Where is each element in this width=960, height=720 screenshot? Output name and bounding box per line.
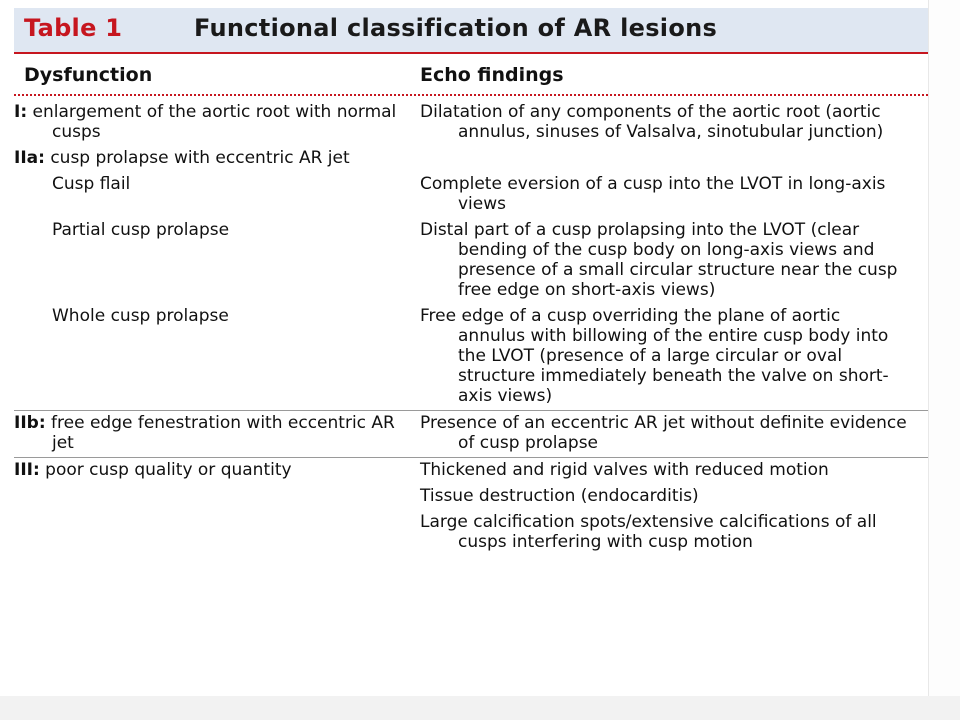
dysfunction-cell [14, 100, 420, 146]
header-rule [14, 94, 928, 96]
table-label: Table 1 [24, 14, 123, 42]
row-code: III: [14, 460, 40, 480]
column-header-echo: Echo findings [420, 64, 564, 86]
echo-cell: Complete eversion of a cusp into the LVOT in long-axis views [420, 174, 886, 214]
dysfunction-text: cusp prolapse with eccentric AR jet [44, 148, 350, 168]
dysfunction-cell: Whole cusp prolapse [52, 306, 229, 326]
dysfunction-cell: Cusp flail [52, 174, 131, 194]
echo-cell [420, 146, 918, 172]
right-margin-band [928, 0, 960, 720]
table-body [14, 100, 928, 556]
table-row [14, 410, 928, 457]
table-title: Functional classification of AR lesions [194, 14, 718, 42]
table-card [14, 8, 928, 696]
table-row [14, 172, 928, 218]
table-row [14, 100, 928, 146]
table-row [14, 304, 928, 410]
table-row [14, 484, 928, 510]
row-code: IIa: [14, 148, 45, 168]
dysfunction-cell [14, 510, 420, 556]
dysfunction-cell [14, 146, 420, 172]
dysfunction-cell [14, 411, 420, 457]
table-row [14, 218, 928, 304]
table-row [14, 510, 928, 556]
echo-cell: Thickened and rigid valves with reduced motion [420, 460, 829, 480]
echo-cell: Large calcification spots/extensive calcifications of all cusps interfering with cusp motion [420, 512, 877, 552]
dysfunction-cell [14, 458, 420, 484]
dysfunction-text: enlargement of the aortic root with normal cusps [27, 102, 397, 142]
echo-cell: Dilatation of any components of the aortic root (aortic annulus, sinuses of Valsalva, sinotubular junction) [420, 102, 884, 142]
echo-cell: Distal part of a cusp prolapsing into the LVOT (clear bending of the cusp body on long-axis views and presence of a small circular structure near the cusp free edge on short-axis views) [420, 220, 898, 300]
column-header-dysfunction: Dysfunction [24, 64, 153, 86]
table-title-bar [14, 8, 928, 52]
bottom-margin-band [0, 696, 960, 720]
dysfunction-cell [14, 484, 420, 510]
dysfunction-text: free edge fenestration with eccentric AR jet [45, 413, 395, 453]
echo-cell: Tissue destruction (endocarditis) [420, 486, 699, 506]
row-code: I: [14, 102, 28, 122]
row-code: IIb: [14, 413, 46, 433]
echo-cell: Presence of an eccentric AR jet without definite evidence of cusp prolapse [420, 413, 907, 453]
echo-cell: Free edge of a cusp overriding the plane of aortic annulus with billowing of the entire cusp body into the LVOT (presence of a large circular or oval structure immediately beneath the valve on short-axis views) [420, 306, 889, 406]
dysfunction-text: poor cusp quality or quantity [39, 460, 292, 480]
title-rule [14, 52, 928, 54]
dysfunction-cell: Partial cusp prolapse [52, 220, 230, 240]
table-row [14, 146, 928, 172]
table-row [14, 457, 928, 484]
